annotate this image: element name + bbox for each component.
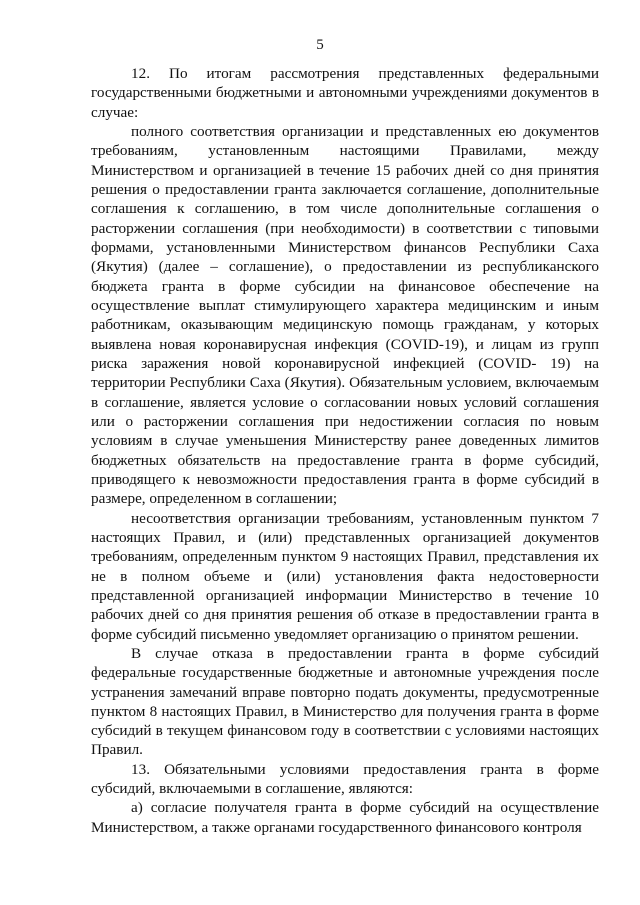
paragraph-12-intro: 12. По итогам рассмотрения представленных федеральными государственными бюджетными и автономными учреждениями документов в случае: xyxy=(91,65,599,121)
paragraph-resubmission: В случае отказа в предоставлении гранта в форме субсидий федеральные государственные бюджетные и автономные учреждения после устранения замечаний вправе повторно подать документы, предусмотренные пунктом 8 настоящих Правил, в Министерство для получения гранта в форме субсидий в текущем финансовом году в соответствии с условиями настоящих Правил. xyxy=(91,644,599,759)
paragraph-13-a: а) согласие получателя гранта в форме субсидий на осуществление Министерством, а также органами государственного финансового контроля xyxy=(91,799,599,836)
paragraph-non-compliance: несоответствия организации требованиям, установленным пунктом 7 настоящих Правил, и (или) представленных организацией документов требованиям, определенным пунктом 9 настоящих Правил, представления их не в полном объеме и (или) установления факта недостоверности представленной организацией информации Министерство в течение 10 рабочих дней со дня принятия решения об отказе в предоставлении гранта в форме субсидий письменно уведомляет организацию о принятом решении. xyxy=(91,509,599,643)
document-body xyxy=(91,64,599,837)
page-number: 5 xyxy=(316,37,324,53)
paragraph-full-compliance: полного соответствия организации и представленных ею документов требованиям, установленным настоящими Правилами, между Министерством и организацией в течение 15 рабочих дней со дня принятия решения о предоставлении гранта заключается соглашение, дополнительные соглашения к соглашению, в том числе дополнительные соглашения о расторжении соглашения (при необходимости) в соответствии с типовыми формами, установленными Министерством финансов Республики Саха (Якутия) (далее – соглашение), о предоставлении из республиканского бюджета гранта в форме субсидии на финансовое обеспечение на осуществление выплат стимулирующего характера медицинским и иным работникам, оказывающим медицинскую помощь гражданам, у которых выявлена новая коронавирусная инфекция (COVID-19), и лицам из групп риска заражения новой коронавирусной инфекцией (COVID- 19) на территории Республики Саха (Якутия). Обязательным условием, включаемым в соглашение, является условие о согласовании новых условий соглашения или о расторжении соглашения при недостижении согласия по новым условиям в случае уменьшения Министерству ранее доведенных лимитов бюджетных обязательств на предоставление гранта в форме субсидий, приводящего к невозможности предоставления гранта в форме субсидий в размере, определенном в соглашении; xyxy=(91,122,599,508)
paragraph-13-intro: 13. Обязательными условиями предоставления гранта в форме субсидий, включаемыми в соглашение, являются: xyxy=(91,760,599,798)
